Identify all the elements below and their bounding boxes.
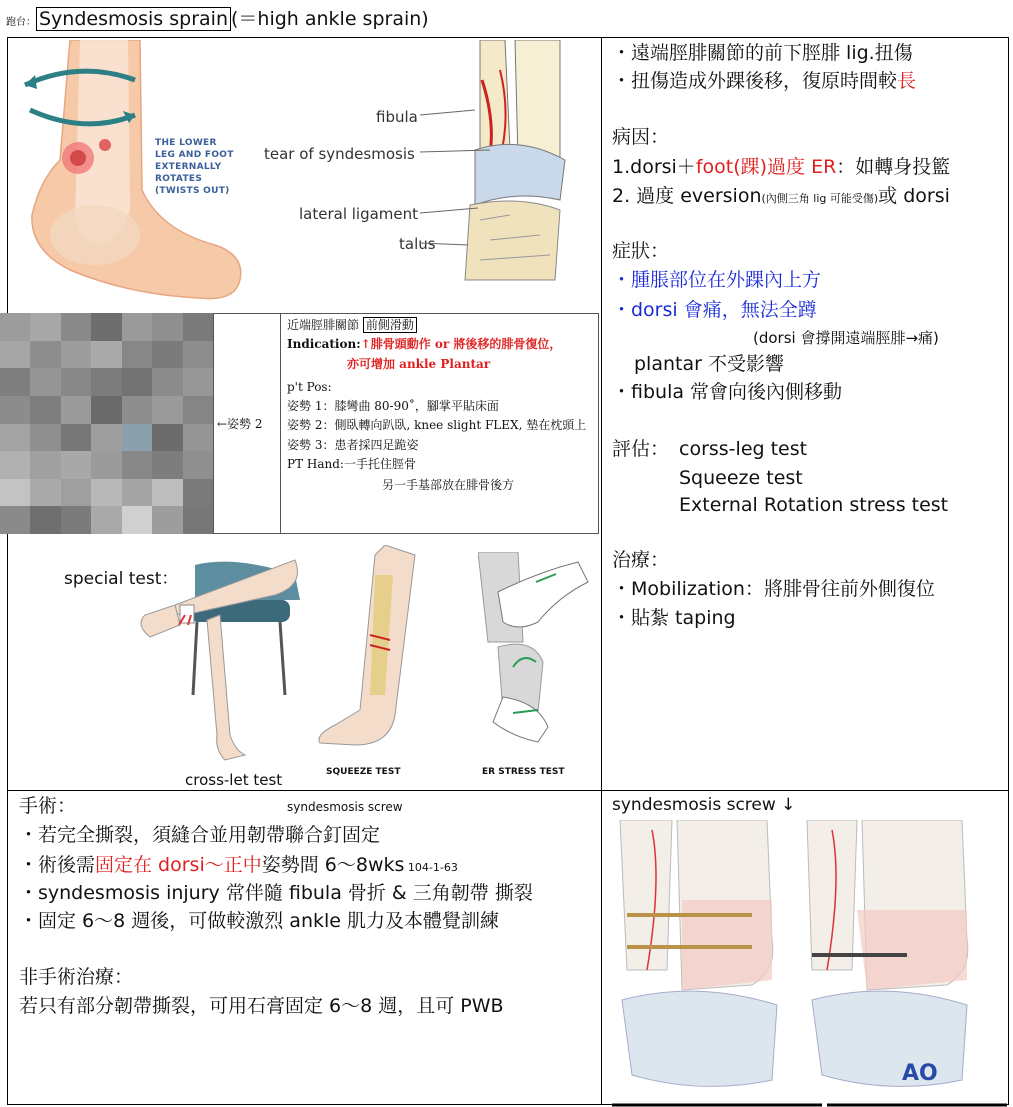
ankle-anatomy-illustration: [420, 40, 570, 285]
eval-1: corss-leg test: [679, 438, 808, 460]
page-subtitle: (＝high ankle sprain): [230, 8, 429, 30]
title-row: [6, 7, 429, 35]
cause-2: [612, 182, 950, 213]
position-2-label: ←姿勢 2: [217, 417, 263, 431]
cause-1-a: 1.dorsi＋: [612, 156, 696, 178]
ao-logo: AO: [902, 1061, 938, 1086]
treatment-heading: 治療：: [612, 549, 670, 571]
surgery-heading: 手術：: [19, 795, 77, 817]
mobilization-box-divider: [280, 314, 281, 533]
cause-2-c: 或 dorsi: [878, 185, 950, 207]
cross-let-test-label: cross-let test: [185, 771, 283, 789]
nonsurgery-1: 若只有部分韌帶撕裂，可用石膏固定 6～8 週，且可 PWB: [19, 995, 504, 1017]
indication-text-2: 亦可增加 ankle Plantar: [347, 357, 491, 371]
squeeze-test-label: SQUEEZE TEST: [326, 767, 401, 777]
surgery-screw-note: syndesmosis screw: [287, 800, 403, 814]
right-line-2-emph: 長: [897, 70, 917, 92]
cause-2-b: (內側三角 lig 可能受傷): [761, 192, 879, 205]
surgery-2-b: 固定在 dorsi～正中: [95, 854, 262, 876]
anatomy-label-fibula: fibula: [376, 108, 418, 126]
mobilization-title-prefix: 近端脛腓關節: [287, 318, 360, 332]
surgery-1: ・若完全撕裂，須縫合並用韌帶聯合釘固定: [19, 824, 381, 846]
eval-3: External Rotation stress test: [679, 494, 949, 516]
symptom-1: ・腫脹部位在外踝內上方: [612, 269, 822, 291]
symptom-heading: 症狀：: [612, 240, 670, 262]
squeeze-test-illustration: [315, 545, 425, 750]
surgery-3: ・syndesmosis injury 常伴隨 fibula 骨折 & 三角韌帶 撕裂: [19, 882, 533, 904]
syndesmosis-screw-illustration: [612, 820, 1007, 1107]
pt-hand-2: 另一手基部放在腓骨後方: [382, 478, 515, 492]
right-line-2-text: ・扭傷造成外踝後移，復原時間較: [612, 70, 898, 92]
foot-caption: THE LOWER LEG AND FOOT EXTERNALLY ROTATES (TWISTS OUT): [155, 138, 234, 196]
mobilization-box: [213, 313, 599, 534]
patient-position-heading: p't Pos:: [287, 380, 332, 394]
column-divider: [601, 38, 602, 1104]
treatment-2: ・貼紮 taping: [612, 607, 736, 629]
right-line-1: ・遠端脛腓關節的前下脛腓 lig.扭傷: [612, 42, 913, 64]
eval-heading: 評估：: [612, 438, 670, 460]
surgery-2-c: 姿勢間 6～8wks: [261, 854, 405, 876]
nonsurgery-heading: 非手術治療：: [19, 966, 134, 988]
cause-1-c: ：如轉身投籃: [836, 156, 951, 178]
pt-hand: PT Hand:一手托住脛骨: [287, 457, 416, 471]
cause-heading: 病因：: [612, 126, 670, 148]
eval-2: Squeeze test: [679, 467, 803, 489]
right-line-2: [612, 67, 916, 95]
special-test-label: special test：: [64, 569, 179, 589]
er-stress-test-label: ER STRESS TEST: [482, 767, 565, 777]
mobilization-title: [287, 316, 417, 336]
row-divider: [8, 790, 1008, 791]
indication-line: [287, 335, 561, 355]
er-stress-test-illustration: [478, 552, 598, 752]
screw-figure-label: syndesmosis screw ↓: [612, 795, 796, 815]
position-1: 姿勢 1：膝彎曲 80-90˚，腳掌平貼床面: [287, 399, 499, 413]
surgery-2-a: ・術後需: [19, 854, 96, 876]
surgery-4: ・固定 6～8 週後，可做較激烈 ankle 肌力及本體覺訓練: [19, 910, 499, 932]
page-title: Syndesmosis sprain: [36, 7, 231, 31]
cause-1-b: foot(踝)過度 ER: [695, 156, 837, 178]
cause-1: [612, 153, 950, 181]
cause-2-a: 2. 過度 eversion: [612, 185, 762, 207]
title-prefix: 跑台：: [6, 17, 36, 28]
symptom-2: ・dorsi 會痛，無法全蹲: [612, 299, 817, 321]
surgery-2-d: 104-1-63: [404, 861, 458, 874]
anatomy-label-syndesmosis: tear of syndesmosis: [264, 145, 415, 163]
symptom-4: plantar 不受影響: [634, 353, 784, 375]
mobilization-title-boxed: 前側滑動: [363, 317, 417, 333]
treatment-1: ・Mobilization：將腓骨往前外側復位: [612, 578, 935, 600]
blurred-photo: [0, 313, 213, 534]
cross-leg-test-illustration: [135, 545, 305, 770]
symptom-5: ・fibula 常會向後內側移動: [612, 381, 843, 403]
position-2: 姿勢 2：側臥轉向趴臥, knee slight FLEX, 墊在枕頭上: [287, 418, 587, 432]
anatomy-label-lateral-ligament: lateral ligament: [299, 205, 419, 223]
surgery-2: [19, 851, 458, 882]
position-3: 姿勢 3：患者採四足跪姿: [287, 438, 419, 452]
symptom-3: (dorsi 會撐開遠端脛腓→痛): [753, 329, 939, 347]
indication-label: Indication:: [287, 337, 361, 351]
anatomy-label-talus: talus: [399, 235, 436, 253]
indication-text: ↑腓骨頭動作 or 將後移的腓骨復位，: [360, 337, 562, 351]
